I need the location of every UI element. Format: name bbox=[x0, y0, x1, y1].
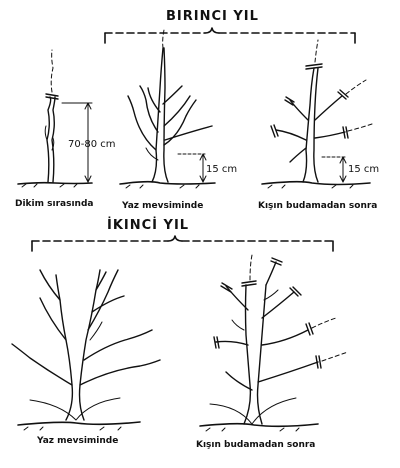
first-year-header: BIRINCI YIL bbox=[166, 9, 259, 24]
tree-first-summer bbox=[120, 30, 215, 188]
caption-planting: Dikim sırasında bbox=[15, 199, 94, 209]
caption-first-winter: Kışın budamadan sonra bbox=[258, 201, 378, 211]
tree-planting bbox=[18, 50, 92, 187]
planting-height-label: 70-80 cm bbox=[68, 139, 116, 150]
second-year-header: İKINCİ YIL bbox=[107, 218, 190, 233]
summer-branch-height-label: 15 cm bbox=[206, 164, 238, 175]
caption-first-summer: Yaz mevsiminde bbox=[122, 201, 204, 211]
caption-second-summer: Yaz mevsiminde bbox=[37, 436, 119, 446]
tree-second-summer bbox=[12, 270, 160, 430]
caption-second-winter: Kışın budamadan sonra bbox=[196, 440, 316, 450]
tree-second-winter bbox=[200, 255, 348, 431]
second-year-bracket bbox=[32, 236, 333, 251]
winter-branch-height-label: 15 cm bbox=[348, 164, 380, 175]
